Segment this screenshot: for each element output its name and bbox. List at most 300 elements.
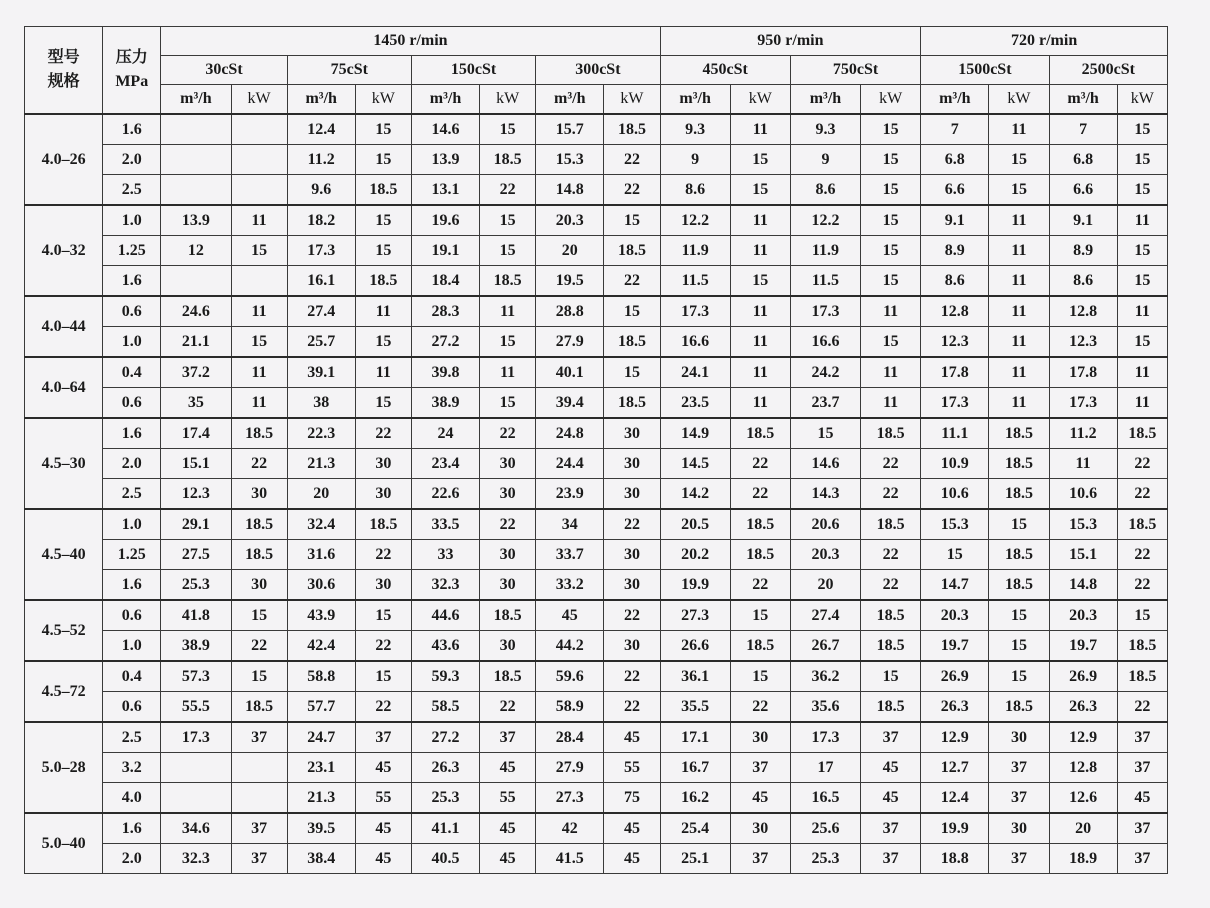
power-unit-header: kW	[231, 85, 287, 115]
flow-cell: 6.8	[1049, 145, 1117, 175]
power-cell: 45	[355, 753, 411, 783]
power-cell: 15	[989, 631, 1049, 662]
power-cell: 22	[1117, 540, 1167, 570]
power-cell: 11	[861, 388, 921, 419]
pressure-cell: 1.0	[103, 327, 161, 358]
model-cell: 4.5–40	[25, 509, 103, 600]
flow-cell: 11.5	[660, 266, 730, 297]
table-row	[25, 813, 1168, 844]
pressure-cell: 3.2	[103, 753, 161, 783]
flow-cell: 25.4	[660, 813, 730, 844]
power-cell: 37	[730, 844, 790, 874]
power-cell: 18.5	[231, 540, 287, 570]
power-cell: 11	[730, 114, 790, 145]
power-cell: 15	[604, 296, 660, 327]
viscosity-header: 750cSt	[790, 56, 920, 85]
power-cell: 11	[1117, 205, 1167, 236]
flow-cell: 57.3	[161, 661, 231, 692]
flow-cell: 15.3	[536, 145, 604, 175]
power-cell: 15	[730, 175, 790, 206]
flow-cell: 25.7	[287, 327, 355, 358]
flow-cell: 15.7	[536, 114, 604, 145]
flow-cell: 41.5	[536, 844, 604, 874]
flow-cell	[161, 145, 231, 175]
power-cell: 22	[480, 509, 536, 540]
flow-cell: 25.3	[161, 570, 231, 601]
flow-cell: 35	[161, 388, 231, 419]
power-cell: 18.5	[231, 692, 287, 723]
table-row	[25, 722, 1168, 753]
flow-cell: 30.6	[287, 570, 355, 601]
flow-cell: 25.6	[790, 813, 860, 844]
power-cell: 11	[989, 357, 1049, 388]
flow-cell: 9	[790, 145, 860, 175]
power-cell: 75	[604, 783, 660, 814]
table-row	[25, 266, 1168, 297]
power-cell: 15	[231, 661, 287, 692]
power-cell: 11	[480, 357, 536, 388]
flow-cell: 58.5	[411, 692, 479, 723]
power-cell: 15	[989, 600, 1049, 631]
power-cell: 15	[231, 600, 287, 631]
flow-cell: 12.4	[287, 114, 355, 145]
flow-cell: 17.8	[1049, 357, 1117, 388]
flow-cell	[161, 266, 231, 297]
flow-cell: 14.7	[921, 570, 989, 601]
flow-cell: 39.5	[287, 813, 355, 844]
power-cell: 37	[989, 783, 1049, 814]
flow-cell: 17.3	[790, 296, 860, 327]
flow-cell: 17.1	[660, 722, 730, 753]
power-cell: 45	[480, 753, 536, 783]
viscosity-header: 450cSt	[660, 56, 790, 85]
power-unit-header: kW	[480, 85, 536, 115]
power-unit-header: kW	[1117, 85, 1167, 115]
flow-cell: 17.8	[921, 357, 989, 388]
flow-cell: 37.2	[161, 357, 231, 388]
model-cell: 4.0–64	[25, 357, 103, 418]
table-row	[25, 388, 1168, 419]
flow-cell	[161, 753, 231, 783]
power-cell: 15	[989, 509, 1049, 540]
table-row	[25, 114, 1168, 145]
flow-cell: 27.5	[161, 540, 231, 570]
flow-cell: 43.6	[411, 631, 479, 662]
power-cell: 22	[355, 692, 411, 723]
flow-cell: 11.1	[921, 418, 989, 449]
power-cell: 22	[604, 509, 660, 540]
flow-cell: 17.3	[790, 722, 860, 753]
power-cell: 30	[730, 813, 790, 844]
viscosity-header: 75cSt	[287, 56, 411, 85]
power-cell: 11	[730, 327, 790, 358]
flow-cell: 19.9	[921, 813, 989, 844]
flow-cell: 43.9	[287, 600, 355, 631]
flow-cell: 34.6	[161, 813, 231, 844]
power-unit-header: kW	[355, 85, 411, 115]
flow-cell: 23.1	[287, 753, 355, 783]
flow-cell: 11.5	[790, 266, 860, 297]
power-cell: 15	[480, 205, 536, 236]
flow-cell: 18.9	[1049, 844, 1117, 874]
power-cell: 18.5	[604, 388, 660, 419]
flow-cell: 8.6	[660, 175, 730, 206]
power-cell: 18.5	[231, 509, 287, 540]
flow-cell: 15	[790, 418, 860, 449]
flow-cell: 23.9	[536, 479, 604, 510]
flow-cell: 45	[536, 600, 604, 631]
power-cell: 15	[861, 145, 921, 175]
flow-cell: 25.3	[790, 844, 860, 874]
power-cell: 11	[861, 357, 921, 388]
power-cell: 18.5	[861, 509, 921, 540]
power-cell: 11	[231, 357, 287, 388]
power-cell: 11	[480, 296, 536, 327]
flow-cell: 32.3	[161, 844, 231, 874]
flow-cell: 16.6	[660, 327, 730, 358]
flow-cell: 9.3	[660, 114, 730, 145]
model-cell: 4.5–72	[25, 661, 103, 722]
flow-cell: 27.2	[411, 722, 479, 753]
pressure-cell: 2.5	[103, 722, 161, 753]
power-cell: 15	[989, 175, 1049, 206]
flow-cell: 11.2	[287, 145, 355, 175]
flow-cell: 12.3	[161, 479, 231, 510]
power-unit-header: kW	[989, 85, 1049, 115]
power-cell: 15	[355, 388, 411, 419]
power-cell: 18.5	[989, 449, 1049, 479]
flow-unit-header: m³/h	[411, 85, 479, 115]
power-cell: 11	[989, 327, 1049, 358]
power-cell: 30	[355, 570, 411, 601]
flow-cell: 15.1	[161, 449, 231, 479]
flow-cell: 20.3	[790, 540, 860, 570]
power-unit-header: kW	[604, 85, 660, 115]
power-cell: 45	[730, 783, 790, 814]
flow-cell: 15.3	[1049, 509, 1117, 540]
power-cell: 15	[480, 327, 536, 358]
power-cell: 15	[1117, 145, 1167, 175]
flow-cell: 14.6	[411, 114, 479, 145]
power-cell: 15	[861, 266, 921, 297]
power-cell: 30	[604, 631, 660, 662]
power-cell: 30	[604, 479, 660, 510]
flow-cell: 35.6	[790, 692, 860, 723]
pressure-cell: 0.4	[103, 661, 161, 692]
power-cell: 45	[604, 813, 660, 844]
power-cell: 11	[355, 296, 411, 327]
speed-header: 950 r/min	[660, 27, 921, 56]
flow-cell: 23.4	[411, 449, 479, 479]
pump-performance-table	[24, 26, 1168, 874]
power-cell: 18.5	[861, 600, 921, 631]
power-cell: 55	[355, 783, 411, 814]
power-cell: 18.5	[989, 570, 1049, 601]
flow-cell: 26.3	[411, 753, 479, 783]
power-cell: 37	[989, 753, 1049, 783]
table-row	[25, 145, 1168, 175]
power-cell: 30	[730, 722, 790, 753]
power-cell: 18.5	[480, 600, 536, 631]
power-cell: 11	[355, 357, 411, 388]
power-cell: 30	[480, 570, 536, 601]
pressure-cell: 2.0	[103, 449, 161, 479]
flow-cell: 9.1	[1049, 205, 1117, 236]
flow-cell: 14.5	[660, 449, 730, 479]
flow-cell: 12.7	[921, 753, 989, 783]
flow-cell: 35.5	[660, 692, 730, 723]
pressure-cell: 1.6	[103, 813, 161, 844]
power-cell: 15	[231, 236, 287, 266]
pressure-cell: 1.0	[103, 205, 161, 236]
power-cell: 18.5	[355, 266, 411, 297]
flow-cell: 38.4	[287, 844, 355, 874]
flow-cell: 34	[536, 509, 604, 540]
model-cell: 4.0–44	[25, 296, 103, 357]
power-cell: 11	[861, 296, 921, 327]
flow-cell: 12.3	[921, 327, 989, 358]
pressure-cell: 2.5	[103, 479, 161, 510]
power-cell: 22	[1117, 692, 1167, 723]
power-cell: 22	[355, 540, 411, 570]
flow-unit-header: m³/h	[1049, 85, 1117, 115]
flow-cell: 7	[1049, 114, 1117, 145]
power-cell: 15	[480, 236, 536, 266]
power-cell: 18.5	[989, 540, 1049, 570]
power-cell: 15	[861, 236, 921, 266]
flow-cell: 14.2	[660, 479, 730, 510]
flow-cell: 18.8	[921, 844, 989, 874]
power-cell: 15	[355, 205, 411, 236]
power-cell: 22	[604, 175, 660, 206]
power-cell: 11	[989, 205, 1049, 236]
flow-cell: 24.4	[536, 449, 604, 479]
flow-cell: 57.7	[287, 692, 355, 723]
flow-cell: 11.2	[1049, 418, 1117, 449]
pressure-cell: 1.0	[103, 631, 161, 662]
flow-cell: 12.9	[921, 722, 989, 753]
viscosity-header: 300cSt	[536, 56, 660, 85]
flow-cell: 10.6	[921, 479, 989, 510]
flow-unit-header: m³/h	[161, 85, 231, 115]
power-cell: 37	[989, 844, 1049, 874]
power-cell: 11	[1117, 296, 1167, 327]
power-cell: 22	[1117, 449, 1167, 479]
flow-cell: 24.8	[536, 418, 604, 449]
model-label-line1: 型号	[47, 49, 80, 66]
power-cell: 15	[355, 661, 411, 692]
flow-cell: 39.1	[287, 357, 355, 388]
table-row	[25, 296, 1168, 327]
power-cell: 15	[1117, 175, 1167, 206]
power-cell: 22	[355, 631, 411, 662]
power-cell: 18.5	[1117, 509, 1167, 540]
power-cell: 18.5	[989, 479, 1049, 510]
flow-cell: 26.6	[660, 631, 730, 662]
power-cell: 18.5	[1117, 418, 1167, 449]
pressure-cell: 4.0	[103, 783, 161, 814]
flow-cell: 32.3	[411, 570, 479, 601]
flow-cell: 11.9	[790, 236, 860, 266]
power-cell: 18.5	[480, 266, 536, 297]
flow-cell: 42	[536, 813, 604, 844]
flow-cell: 12.2	[660, 205, 730, 236]
flow-cell: 41.1	[411, 813, 479, 844]
flow-cell: 36.1	[660, 661, 730, 692]
flow-cell: 33.5	[411, 509, 479, 540]
power-cell: 15	[1117, 600, 1167, 631]
power-cell: 30	[604, 418, 660, 449]
flow-cell: 24.6	[161, 296, 231, 327]
flow-cell: 19.5	[536, 266, 604, 297]
power-cell: 30	[480, 631, 536, 662]
flow-cell: 12.9	[1049, 722, 1117, 753]
table-body	[25, 114, 1168, 874]
power-cell: 15	[1117, 266, 1167, 297]
flow-unit-header: m³/h	[660, 85, 730, 115]
flow-cell: 26.3	[921, 692, 989, 723]
flow-cell: 6.8	[921, 145, 989, 175]
power-cell: 15	[861, 327, 921, 358]
power-cell: 45	[480, 813, 536, 844]
power-cell: 37	[231, 844, 287, 874]
power-cell: 18.5	[355, 175, 411, 206]
flow-cell: 17.3	[1049, 388, 1117, 419]
flow-cell: 12	[161, 236, 231, 266]
flow-unit-header: m³/h	[790, 85, 860, 115]
flow-cell: 26.7	[790, 631, 860, 662]
power-cell: 15	[989, 661, 1049, 692]
pressure-cell: 1.0	[103, 509, 161, 540]
flow-cell: 15	[921, 540, 989, 570]
flow-cell: 17.3	[161, 722, 231, 753]
flow-unit-header: m³/h	[921, 85, 989, 115]
power-cell: 30	[231, 570, 287, 601]
viscosity-header: 1500cSt	[921, 56, 1049, 85]
flow-cell: 27.9	[536, 753, 604, 783]
power-cell: 45	[861, 783, 921, 814]
flow-cell: 8.6	[790, 175, 860, 206]
flow-cell: 27.4	[790, 600, 860, 631]
flow-cell: 38	[287, 388, 355, 419]
power-cell: 11	[730, 357, 790, 388]
flow-cell: 26.9	[1049, 661, 1117, 692]
power-cell: 30	[231, 479, 287, 510]
power-cell: 18.5	[861, 631, 921, 662]
power-cell: 18.5	[604, 236, 660, 266]
pressure-cell: 1.6	[103, 114, 161, 145]
flow-cell: 8.6	[1049, 266, 1117, 297]
flow-cell: 26.9	[921, 661, 989, 692]
power-cell: 30	[604, 449, 660, 479]
flow-cell: 20.3	[536, 205, 604, 236]
power-cell: 11	[989, 388, 1049, 419]
flow-cell: 25.3	[411, 783, 479, 814]
flow-cell: 6.6	[921, 175, 989, 206]
model-cell: 5.0–40	[25, 813, 103, 874]
flow-cell: 14.9	[660, 418, 730, 449]
power-cell: 22	[1117, 479, 1167, 510]
pressure-cell: 1.6	[103, 418, 161, 449]
flow-cell: 12.2	[790, 205, 860, 236]
table-row	[25, 570, 1168, 601]
power-cell: 22	[730, 692, 790, 723]
pressure-header	[103, 27, 161, 115]
pressure-cell: 2.5	[103, 175, 161, 206]
power-cell: 18.5	[1117, 631, 1167, 662]
power-cell: 22	[480, 175, 536, 206]
pressure-label-line2: MPa	[115, 73, 149, 90]
flow-cell: 31.6	[287, 540, 355, 570]
table-row	[25, 540, 1168, 570]
power-cell: 22	[730, 449, 790, 479]
pressure-cell: 1.25	[103, 540, 161, 570]
flow-cell: 9.6	[287, 175, 355, 206]
pressure-cell: 2.0	[103, 145, 161, 175]
flow-cell: 10.6	[1049, 479, 1117, 510]
flow-cell: 41.8	[161, 600, 231, 631]
power-cell: 37	[231, 722, 287, 753]
power-cell: 15	[480, 114, 536, 145]
flow-cell: 44.2	[536, 631, 604, 662]
flow-cell: 16.1	[287, 266, 355, 297]
flow-cell: 13.1	[411, 175, 479, 206]
power-cell: 30	[480, 449, 536, 479]
power-cell: 22	[480, 418, 536, 449]
pressure-cell: 0.4	[103, 357, 161, 388]
power-cell: 15	[730, 600, 790, 631]
flow-cell: 19.7	[1049, 631, 1117, 662]
power-cell: 11	[730, 205, 790, 236]
flow-cell: 8.9	[1049, 236, 1117, 266]
power-cell: 15	[604, 357, 660, 388]
power-cell: 11	[1117, 357, 1167, 388]
power-cell: 37	[480, 722, 536, 753]
power-cell: 37	[1117, 722, 1167, 753]
power-cell: 18.5	[604, 327, 660, 358]
table-row	[25, 844, 1168, 874]
table-row	[25, 600, 1168, 631]
flow-cell: 38.9	[161, 631, 231, 662]
flow-cell: 24.7	[287, 722, 355, 753]
flow-cell: 13.9	[161, 205, 231, 236]
flow-cell	[161, 783, 231, 814]
table-row	[25, 661, 1168, 692]
flow-cell: 11	[1049, 449, 1117, 479]
flow-cell: 21.3	[287, 449, 355, 479]
flow-cell: 7	[921, 114, 989, 145]
flow-cell: 22.3	[287, 418, 355, 449]
flow-cell: 33.7	[536, 540, 604, 570]
flow-cell: 15.1	[1049, 540, 1117, 570]
pressure-cell: 0.6	[103, 296, 161, 327]
power-cell: 18.5	[861, 418, 921, 449]
power-cell: 15	[1117, 327, 1167, 358]
flow-cell: 19.9	[660, 570, 730, 601]
power-unit-header: kW	[861, 85, 921, 115]
flow-cell: 20.5	[660, 509, 730, 540]
flow-cell: 28.3	[411, 296, 479, 327]
flow-cell: 22.6	[411, 479, 479, 510]
table-row	[25, 783, 1168, 814]
flow-cell: 59.6	[536, 661, 604, 692]
flow-cell: 20.2	[660, 540, 730, 570]
flow-cell: 44.6	[411, 600, 479, 631]
pressure-cell: 1.6	[103, 570, 161, 601]
power-cell: 22	[730, 479, 790, 510]
power-cell: 15	[861, 175, 921, 206]
power-cell: 15	[355, 236, 411, 266]
